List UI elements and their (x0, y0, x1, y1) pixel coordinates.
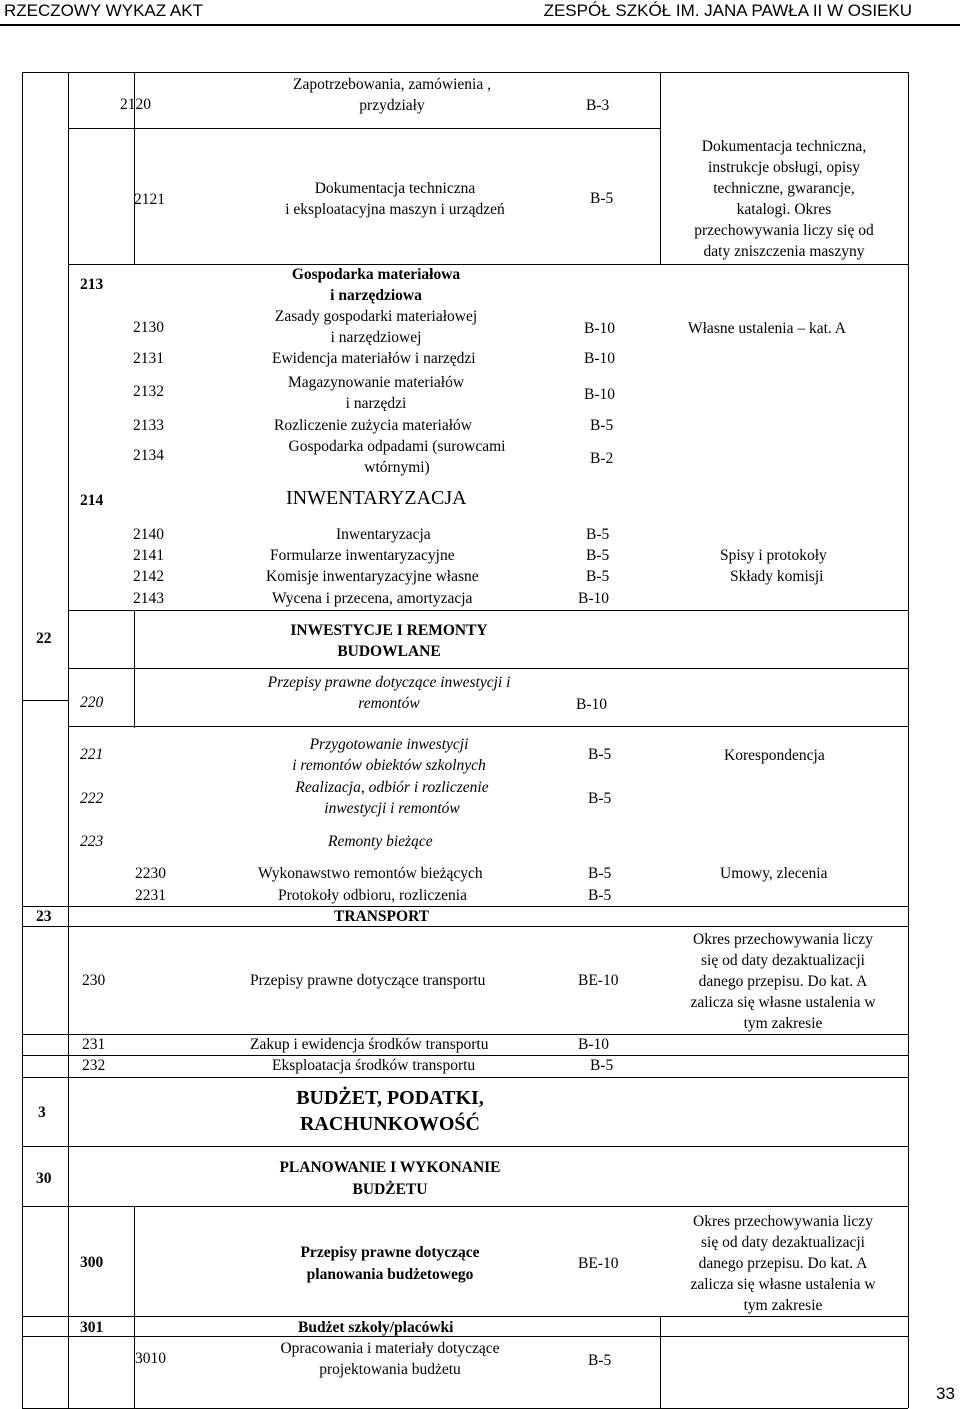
row-code: 2231 (135, 887, 166, 904)
row-title: Rozliczenie zużycia materiałów (274, 417, 472, 434)
row-category: B-5 (586, 526, 610, 543)
row-category: B-5 (588, 865, 612, 882)
row-code: 23 (36, 908, 52, 925)
row-title: Zasady gospodarki materiałowej (274, 308, 478, 325)
row-title: Realizacja, odbiór i rozliczenie (295, 779, 489, 796)
row-note: tym zakresie (743, 1015, 823, 1032)
row-title: i narzędzi (345, 395, 407, 412)
row-code: 2121 (134, 191, 165, 208)
row-title: Wykonawstwo remontów bieżących (258, 865, 483, 882)
row-note: Składy komisji (730, 568, 824, 585)
row-code: 22 (36, 630, 52, 647)
row-note: Umowy, zlecenia (720, 865, 828, 882)
row-title: przydziały (359, 97, 425, 114)
row-code: 2133 (133, 417, 164, 434)
row-category: B-5 (586, 568, 610, 585)
row-code: 301 (80, 1319, 104, 1336)
row-code: 2120 (120, 96, 151, 113)
row-note: techniczne, gwarancje, (713, 180, 855, 197)
row-category: B-5 (590, 190, 614, 207)
row-title: Gospodarka materiałowa (291, 266, 461, 283)
row-code: 214 (80, 492, 104, 509)
row-category: BE-10 (578, 972, 619, 989)
row-code: 221 (80, 746, 104, 763)
row-title: Opracowania i materiały dotyczące (280, 1340, 500, 1357)
row-note: Własne ustalenia – kat. A (688, 320, 846, 337)
row-code: 223 (80, 833, 104, 850)
row-category: BE-10 (578, 1255, 619, 1272)
row-title: INWENTARYZACJA (286, 487, 467, 509)
row-title: i narzędziowej (330, 329, 422, 346)
row-title: inwestycji i remontów (324, 800, 460, 817)
row-title: wtórnymi) (364, 459, 430, 476)
row-category: B-2 (590, 450, 614, 467)
row-title: BUDŻETU (352, 1181, 428, 1198)
row-title: Przepisy prawne dotyczące (300, 1244, 480, 1261)
row-code: 2143 (133, 590, 164, 607)
row-category: B-5 (588, 887, 612, 904)
row-note: Korespondencja (724, 747, 825, 764)
row-code: 230 (82, 972, 106, 989)
row-title: BUDOWLANE (337, 643, 441, 660)
row-title: Ewidencja materiałów i narzędzi (272, 350, 476, 367)
row-code: 3010 (135, 1350, 166, 1367)
header-right: ZESPÓŁ SZKÓŁ IM. JANA PAWŁA II W OSIEKU (543, 1, 912, 20)
row-note: Dokumentacja techniczna, (701, 138, 867, 155)
row-title: remontów (358, 695, 420, 712)
row-note: tym zakresie (743, 1297, 823, 1314)
row-title: Gospodarka odpadami (surowcami (288, 438, 506, 455)
row-code: 3 (38, 1104, 46, 1121)
row-code: 2131 (133, 350, 164, 367)
row-title: INWESTYCJE I REMONTY (290, 622, 488, 639)
row-category: B-5 (588, 790, 612, 807)
row-note: zalicza się własne ustalenia w (690, 994, 876, 1011)
row-code: 2141 (133, 547, 164, 564)
row-title: i eksploatacyjna maszyn i urządzeń (285, 201, 505, 218)
row-title: PLANOWANIE I WYKONANIE (279, 1159, 501, 1176)
row-code: 30 (36, 1170, 52, 1187)
header-left: RZECZOWY WYKAZ AKT (4, 1, 203, 20)
row-title: Przygotowanie inwestycji (309, 736, 469, 753)
row-title: Wycena i przecena, amortyzacja (272, 590, 473, 607)
row-code: 2130 (133, 319, 164, 336)
row-title: Magazynowanie materiałów (287, 374, 465, 391)
row-title: Przepisy prawne dotyczące transportu (250, 972, 486, 989)
row-note: katalogi. Okres (736, 201, 832, 218)
row-category: B-5 (588, 1352, 612, 1369)
row-title: Zapotrzebowania, zamówienia , (293, 76, 491, 93)
page-number: 33 (936, 1384, 955, 1403)
row-title: Komisje inwentaryzacyjne własne (266, 568, 479, 585)
row-note: Okres przechowywania liczy (693, 931, 873, 948)
row-title: Remonty bieżące (328, 833, 433, 850)
row-title: projektowania budżetu (319, 1361, 461, 1378)
row-title: TRANSPORT (334, 908, 430, 925)
row-code: 2142 (133, 568, 164, 585)
row-code: 300 (80, 1254, 104, 1271)
row-category: B-10 (584, 386, 615, 403)
row-code: 2134 (133, 447, 164, 464)
row-category: B-5 (590, 417, 614, 434)
row-note: daty zniszczenia maszyny (703, 243, 865, 260)
row-category: B-10 (578, 1036, 609, 1053)
row-note: się od daty dezaktualizacji (701, 1234, 865, 1251)
row-code: 2140 (133, 526, 164, 543)
row-note: instrukcje obsługi, opisy (708, 159, 860, 176)
row-category: B-10 (578, 590, 609, 607)
row-title: Inwentaryzacja (336, 526, 431, 543)
row-code: 213 (80, 276, 104, 293)
page-header (0, 0, 960, 26)
row-note: danego przepisu. Do kat. A (698, 1255, 868, 1272)
row-category: B-10 (576, 696, 607, 713)
row-title: Protokoły odbioru, rozliczenia (278, 887, 467, 904)
row-note: zalicza się własne ustalenia w (690, 1276, 876, 1293)
row-note: Okres przechowywania liczy (693, 1213, 873, 1230)
row-title: planowania budżetowego (306, 1266, 474, 1283)
row-code: 222 (80, 790, 104, 807)
row-title: i remontów obiektów szkolnych (292, 757, 486, 774)
row-code: 231 (82, 1036, 106, 1053)
row-note: danego przepisu. Do kat. A (698, 973, 868, 990)
row-category: B-10 (584, 320, 615, 337)
row-category: B-5 (588, 746, 612, 763)
row-note: Spisy i protokoły (720, 547, 827, 564)
row-code: 220 (80, 694, 104, 711)
row-code: 2230 (135, 865, 166, 882)
row-title: i narzędziowa (330, 287, 422, 304)
row-title: RACHUNKOWOŚĆ (299, 1113, 481, 1135)
row-title: Zakup i ewidencja środków transportu (250, 1036, 489, 1053)
row-title: BUDŻET, PODATKI, (296, 1087, 484, 1109)
row-title: Budżet szkoły/placówki (298, 1319, 454, 1336)
row-code: 2132 (133, 383, 164, 400)
row-title: Dokumentacja techniczna (314, 180, 476, 197)
row-category: B-3 (586, 97, 610, 114)
row-note: się od daty dezaktualizacji (701, 952, 865, 969)
row-category: B-10 (584, 350, 615, 367)
row-note: przechowywania liczy się od (694, 222, 874, 239)
row-title: Przepisy prawne dotyczące inwestycji i (267, 674, 511, 691)
row-title: Eksploatacja środków transportu (272, 1057, 476, 1074)
row-code: 232 (82, 1057, 106, 1074)
row-category: B-5 (586, 547, 610, 564)
row-category: B-5 (590, 1057, 614, 1074)
row-title: Formularze inwentaryzacyjne (270, 547, 455, 564)
